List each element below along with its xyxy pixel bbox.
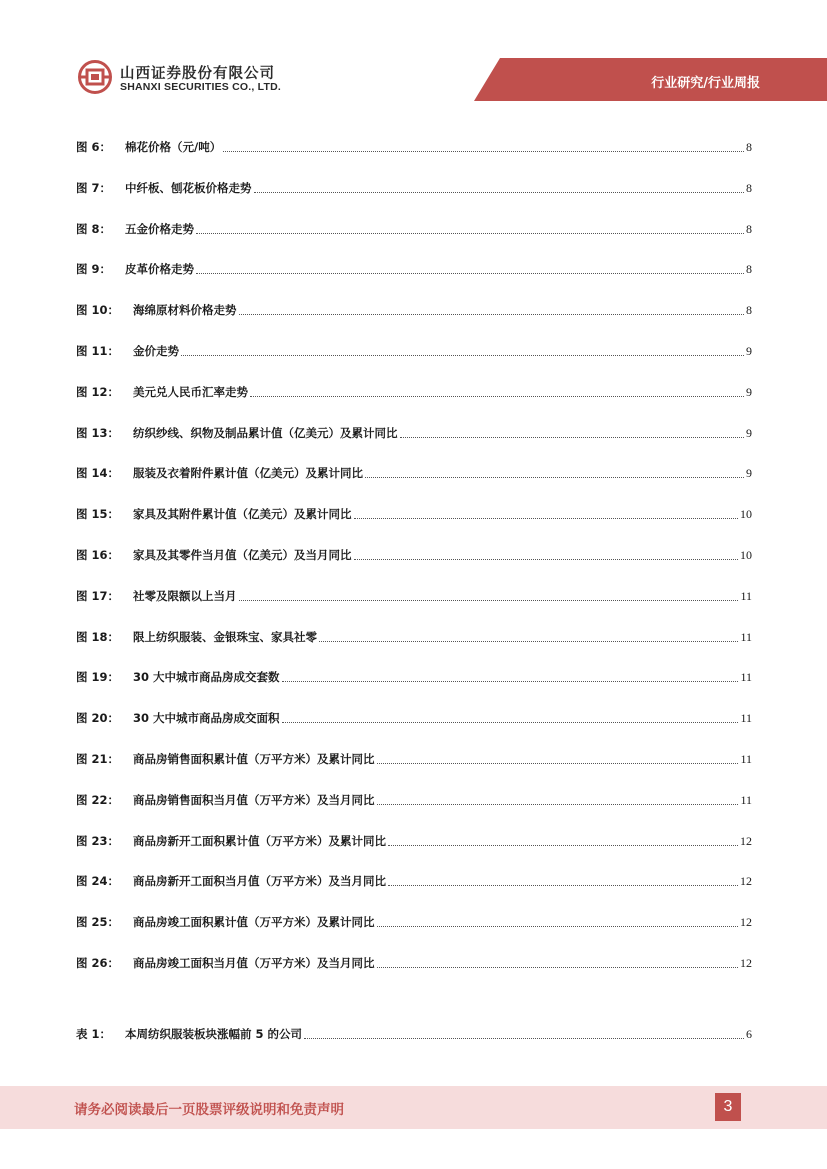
toc-entry-page: 12 <box>740 874 752 889</box>
toc-entry-number: 图 11： <box>76 344 120 358</box>
toc-entry-page: 8 <box>746 262 752 277</box>
toc-entry-figures[interactable] <box>76 137 752 155</box>
toc-entry-page: 6 <box>746 1027 752 1041</box>
toc-entry-title: 30 大中城市商品房成交套数 <box>133 670 280 685</box>
toc-entry-label <box>76 833 386 849</box>
toc-entry-label <box>76 873 386 889</box>
toc-entry-title: 商品房新开工面积当月值（万平方米）及当月同比 <box>133 874 387 889</box>
toc-entry-number: 图 20： <box>76 711 120 726</box>
toc-entry-page: 12 <box>740 833 752 848</box>
toc-leader-dots <box>388 845 738 846</box>
toc-leader-dots <box>239 600 739 601</box>
toc-entry-number: 图 14： <box>76 466 120 481</box>
toc-entry-label <box>76 302 237 318</box>
toc-entry-page: 9 <box>746 384 752 399</box>
toc-entry-label <box>76 751 375 767</box>
toc-entry-title: 纺织纱线、织物及制品累计值（亿美元）及累计同比 <box>133 425 398 440</box>
toc-entry-number: 图 7： <box>76 180 112 195</box>
toc-entry-page: 12 <box>740 956 752 970</box>
toc-entry-label <box>76 139 221 155</box>
toc-entry-title: 商品房新开工面积累计值（万平方米）及累计同比 <box>133 833 387 848</box>
toc-leader-dots <box>319 641 738 642</box>
toc-entry-page: 10 <box>740 507 752 522</box>
toc-entry-title: 金价走势 <box>133 344 180 358</box>
toc-entry-figures[interactable] <box>76 708 752 726</box>
toc-entry-label <box>76 221 194 237</box>
toc-entry-page: 11 <box>740 752 752 766</box>
toc-leader-dots <box>239 314 744 315</box>
toc-entry-label <box>76 588 237 604</box>
toc-leader-dots <box>377 804 739 805</box>
toc-entry-page: 8 <box>746 303 752 318</box>
toc-entry-figures[interactable] <box>76 259 752 277</box>
toc-leader-dots <box>250 396 744 397</box>
toc-entry-page: 9 <box>746 425 752 440</box>
toc-leader-dots <box>304 1038 744 1039</box>
toc-entry-page: 11 <box>740 792 752 807</box>
toc-entry-page: 8 <box>746 180 752 195</box>
toc-entry-page: 11 <box>740 588 752 603</box>
report-type: 行业研究/行业周报 <box>651 76 760 91</box>
toc-entry-number: 图 22： <box>76 792 120 807</box>
toc-entry-title: 商品房竣工面积当月值（万平方米）及当月同比 <box>133 956 375 970</box>
toc-entry-label <box>76 914 375 930</box>
toc-entry-title: 五金价格走势 <box>125 221 195 236</box>
toc-entry-number: 图 23： <box>76 833 120 848</box>
toc-leader-dots <box>377 967 738 968</box>
toc-leader-dots <box>400 437 744 438</box>
toc-entry-page: 9 <box>746 466 752 481</box>
toc-entry-label <box>76 425 398 441</box>
toc-entry-page: 11 <box>740 629 752 644</box>
toc-entry-title: 家具及其零件当月值（亿美元）及当月同比 <box>133 548 352 562</box>
toc-entry-number: 图 8： <box>76 221 112 236</box>
toc-entry-figures[interactable] <box>76 300 752 318</box>
toc-entry-title: 限上纺织服装、金银珠宝、家具社零 <box>133 629 318 644</box>
toc-entry-figures[interactable] <box>76 423 752 441</box>
toc-entry-title: 本周纺织服装板块涨幅前 5 的公司 <box>125 1027 303 1041</box>
shanxi-securities-logo-icon <box>78 60 112 94</box>
toc-entry-figures[interactable] <box>76 871 752 889</box>
toc-entry-title: 棉花价格（元/吨） <box>125 140 222 154</box>
toc-entry-label <box>76 669 280 685</box>
toc-entry-page: 10 <box>740 548 752 562</box>
toc-entry-label <box>76 710 280 726</box>
toc-entry-figures[interactable] <box>76 504 752 522</box>
toc-entry-title: 商品房销售面积累计值（万平方米）及累计同比 <box>133 752 375 766</box>
toc-entry-figures[interactable] <box>76 953 752 971</box>
toc-leader-dots <box>365 477 744 478</box>
toc-entry-number: 图 26： <box>76 956 120 970</box>
toc-entry-label <box>76 629 317 645</box>
toc-entry-title: 商品房竣工面积累计值（万平方米）及累计同比 <box>133 915 375 930</box>
toc-entry-figures[interactable] <box>76 912 752 930</box>
toc-leader-dots <box>223 151 744 152</box>
toc-leader-dots <box>377 763 739 764</box>
toc-entry-number: 图 6： <box>76 140 112 154</box>
toc-entry-title: 社零及限额以上当月 <box>133 588 237 603</box>
toc-entry-figures[interactable] <box>76 627 752 645</box>
toc-entry-page: 8 <box>746 221 752 236</box>
toc-entry-number: 图 16： <box>76 548 120 562</box>
toc-entry-number: 图 25： <box>76 915 120 930</box>
toc-entry-label <box>76 261 194 277</box>
toc-entry-title: 美元兑人民币汇率走势 <box>133 384 249 399</box>
toc-entry-figures[interactable] <box>76 586 752 604</box>
toc-entry-page: 11 <box>740 670 752 685</box>
toc-entry-label <box>76 465 363 481</box>
toc-entry-title: 家具及其附件累计值（亿美元）及累计同比 <box>133 507 352 522</box>
toc-entry-title: 海绵原材料价格走势 <box>133 303 237 318</box>
toc-entry-figures[interactable] <box>76 831 752 849</box>
toc-entry-label <box>76 343 179 359</box>
page-header <box>0 0 827 101</box>
toc-leader-dots <box>377 926 738 927</box>
toc-leader-dots <box>196 273 744 274</box>
toc-entry-label <box>76 547 352 563</box>
toc-entry-figures[interactable] <box>76 545 752 563</box>
toc-entry-number: 表 1： <box>76 1027 112 1041</box>
toc-entry-title: 30 大中城市商品房成交面积 <box>133 711 280 726</box>
company-name-cn: 山西证券股份有限公司 <box>120 66 275 82</box>
toc-leader-dots <box>254 192 744 193</box>
toc-entry-number: 图 9： <box>76 262 112 277</box>
toc-entry-tables[interactable] <box>76 1024 752 1042</box>
company-name-en: SHANXI SECURITIES CO., LTD. <box>120 81 281 93</box>
toc-entry-title: 服装及衣着附件累计值（亿美元）及累计同比 <box>133 466 364 481</box>
page-number: 3 <box>715 1093 741 1121</box>
toc-leader-dots <box>354 559 738 560</box>
toc-leader-dots <box>282 681 739 682</box>
toc-entry-figures[interactable] <box>76 463 752 481</box>
toc-entry-label <box>76 506 352 522</box>
toc-entry-title: 商品房销售面积当月值（万平方米）及当月同比 <box>133 792 375 807</box>
toc-leader-dots <box>196 233 744 234</box>
toc-entry-figures[interactable] <box>76 749 752 767</box>
toc-entry-number: 图 15： <box>76 507 120 522</box>
toc-entry-number: 图 18： <box>76 629 120 644</box>
toc-entry-page: 12 <box>740 915 752 930</box>
toc-leader-dots <box>181 355 744 356</box>
toc-entry-number: 图 13： <box>76 425 120 440</box>
toc-entry-number: 图 17： <box>76 588 120 603</box>
toc-entry-label <box>76 792 375 808</box>
toc-entry-title: 皮革价格走势 <box>125 262 195 277</box>
toc-entry-label <box>76 180 252 196</box>
toc-entry-title: 中纤板、刨花板价格走势 <box>125 180 252 195</box>
toc-entry-number: 图 10： <box>76 303 120 318</box>
toc-entry-page: 11 <box>740 711 752 726</box>
toc-leader-dots <box>282 722 739 723</box>
toc-entry-label <box>76 1026 302 1042</box>
toc-entry-number: 图 12： <box>76 384 120 399</box>
toc-entry-figures[interactable] <box>76 178 752 196</box>
toc-entry-figures[interactable] <box>76 341 752 359</box>
toc-entry-figures[interactable] <box>76 790 752 808</box>
toc-entry-label <box>76 384 248 400</box>
toc-entry-figures[interactable] <box>76 382 752 400</box>
toc-entry-label <box>76 955 375 971</box>
toc-entry-page: 8 <box>746 140 752 154</box>
toc-entry-page: 9 <box>746 344 752 358</box>
toc-entry-number: 图 19： <box>76 670 120 685</box>
toc-leader-dots <box>388 885 738 886</box>
toc-entry-figures[interactable] <box>76 667 752 685</box>
toc-entry-number: 图 21： <box>76 752 120 766</box>
toc-leader-dots <box>354 518 738 519</box>
disclaimer-text: 请务必阅读最后一页股票评级说明和免责声明 <box>74 1102 344 1118</box>
toc-entry-figures[interactable] <box>76 219 752 237</box>
toc-entry-number: 图 24： <box>76 874 120 889</box>
